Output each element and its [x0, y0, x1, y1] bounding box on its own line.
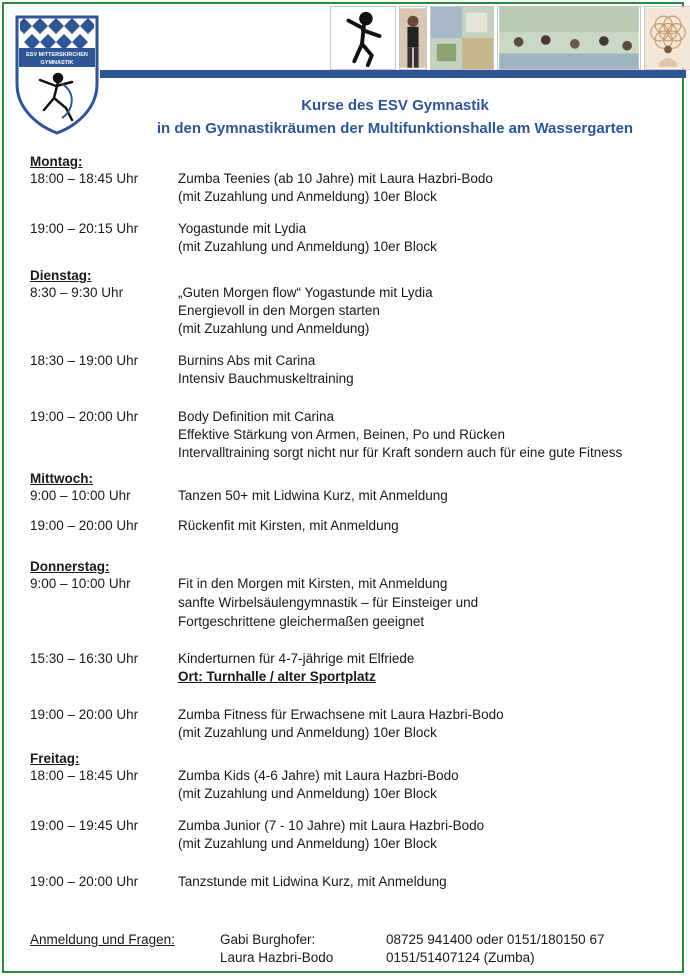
group-class-photo: [497, 6, 641, 70]
entry-time: 8:30 – 9:30 Uhr: [30, 285, 124, 300]
dancer-silhouette-image: [330, 6, 396, 70]
location-note: Ort: Turnhalle / alter Sportplatz: [178, 669, 376, 684]
entry-line: (mit Zuzahlung und Anmeldung): [178, 321, 370, 336]
entry-line: Tanzen 50+ mit Lidwina Kurz, mit Anmeldung: [178, 488, 448, 503]
schedule-entry: [30, 517, 670, 535]
entry-time: 19:00 – 20:00 Uhr: [30, 707, 139, 722]
contact-label-spacer: [30, 949, 220, 967]
entry-time: 18:30 – 19:00 Uhr: [30, 353, 139, 368]
entry-line: Fortgeschrittene gleichermaßen geeignet: [178, 614, 425, 629]
schedule-entry: [30, 706, 670, 742]
schedule-entry: [30, 220, 670, 256]
entry-line: (mit Zuzahlung und Anmeldung) 10er Block: [178, 239, 437, 254]
entry-line: Burnins Abs mit Carina: [178, 353, 316, 368]
day-heading-friday: Freitag:: [30, 751, 80, 766]
course-schedule: [30, 153, 670, 891]
contact-label: Anmeldung und Fragen:: [30, 932, 175, 947]
entry-line: (mit Zuzahlung und Anmeldung) 10er Block: [178, 836, 437, 851]
contact-phone: 08725 941400 oder 0151/180150 67: [386, 932, 605, 947]
contact-phone: 0151/51407124 (Zumba): [386, 950, 535, 965]
entry-line: Energievoll in den Morgen starten: [178, 303, 380, 318]
yoga-flower-of-life-image: [644, 6, 690, 70]
entry-time: 19:00 – 20:00 Uhr: [30, 409, 139, 424]
entry-time: 19:00 – 19:45 Uhr: [30, 818, 139, 833]
schedule-entry: [30, 817, 670, 853]
schedule-entry: [30, 284, 670, 338]
club-logo: [14, 14, 100, 136]
entry-time: 9:00 – 10:00 Uhr: [30, 576, 131, 591]
entry-line: Intervalltraining sorgt nicht nur für Kraft sondern auch für eine gute Fitness: [178, 445, 623, 460]
entry-time: 19:00 – 20:00 Uhr: [30, 518, 139, 533]
entry-line: Zumba Kids (4-6 Jahre) mit Laura Hazbri-Bodo: [178, 768, 459, 783]
day-heading-wednesday: Mittwoch:: [30, 471, 93, 486]
entry-line: Rückenfit mit Kirsten, mit Anmeldung: [178, 518, 399, 533]
contact-name: Laura Hazbri-Bodo: [220, 950, 334, 965]
entry-line: Body Definition mit Carina: [178, 409, 335, 424]
entry-line: (mit Zuzahlung und Anmeldung) 10er Block: [178, 786, 437, 801]
schedule-entry: [30, 650, 670, 686]
entry-line: „Guten Morgen flow“ Yogastunde mit Lydia: [178, 285, 433, 300]
header-bar: [100, 70, 686, 78]
entry-line: (mit Zuzahlung und Anmeldung) 10er Block: [178, 725, 437, 740]
schedule-entry: [30, 575, 670, 631]
contact-footer: [30, 931, 670, 967]
page-title: Kurse des ESV Gymnastik: [301, 97, 489, 114]
entry-time: 19:00 – 20:00 Uhr: [30, 874, 139, 889]
entry-line: Yogastunde mit Lydia: [178, 221, 307, 236]
contact-name: Gabi Burghofer:: [220, 932, 316, 947]
entry-line: Zumba Teenies (ab 10 Jahre) mit Laura Hazbri-Bodo: [178, 171, 493, 186]
logo-text-line1: ESV MITTERSKIRCHEN: [26, 52, 88, 58]
entry-line: sanfte Wirbelsäulengymnastik – für Einsteiger und: [178, 595, 479, 610]
entry-time: 15:30 – 16:30 Uhr: [30, 651, 139, 666]
schedule-entry: [30, 352, 670, 388]
logo-text-line2: GYMNASTIK: [40, 60, 74, 66]
schedule-entry: [30, 873, 670, 891]
fitness-trainer-photo: [399, 6, 427, 70]
entry-line: Effektive Stärkung von Armen, Beinen, Po und Rücken: [178, 427, 505, 442]
schedule-entry: [30, 408, 670, 462]
entry-line: Zumba Fitness für Erwachsene mit Laura Hazbri-Bodo: [178, 707, 504, 722]
entry-time: 9:00 – 10:00 Uhr: [30, 488, 131, 503]
schedule-entry: [30, 487, 670, 505]
entry-time: 18:00 – 18:45 Uhr: [30, 768, 139, 783]
schedule-entry: [30, 767, 670, 803]
day-heading-thursday: Donnerstag:: [30, 559, 110, 574]
entry-line: Fit in den Morgen mit Kirsten, mit Anmeldung: [178, 576, 448, 591]
day-heading-tuesday: Dienstag:: [30, 268, 92, 283]
schedule-entry: [30, 170, 670, 206]
entry-time: 19:00 – 20:15 Uhr: [30, 221, 139, 236]
page-subtitle: in den Gymnastikräumen der Multifunktionshalle am Wassergarten: [156, 120, 634, 137]
header-photo-strip: [330, 6, 690, 70]
entry-line: Tanzstunde mit Lidwina Kurz, mit Anmeldung: [178, 874, 447, 889]
entry-line: Zumba Junior (7 - 10 Jahre) mit Laura Hazbri-Bodo: [178, 818, 485, 833]
day-heading-monday: Montag:: [30, 154, 83, 169]
entry-line: Intensiv Bauchmuskeltraining: [178, 371, 354, 386]
gym-room-photo: [430, 6, 494, 70]
entry-line: (mit Zuzahlung und Anmeldung) 10er Block: [178, 189, 437, 204]
entry-time: 18:00 – 18:45 Uhr: [30, 171, 139, 186]
entry-line: Kinderturnen für 4-7-jährige mit Elfriede: [178, 651, 415, 666]
